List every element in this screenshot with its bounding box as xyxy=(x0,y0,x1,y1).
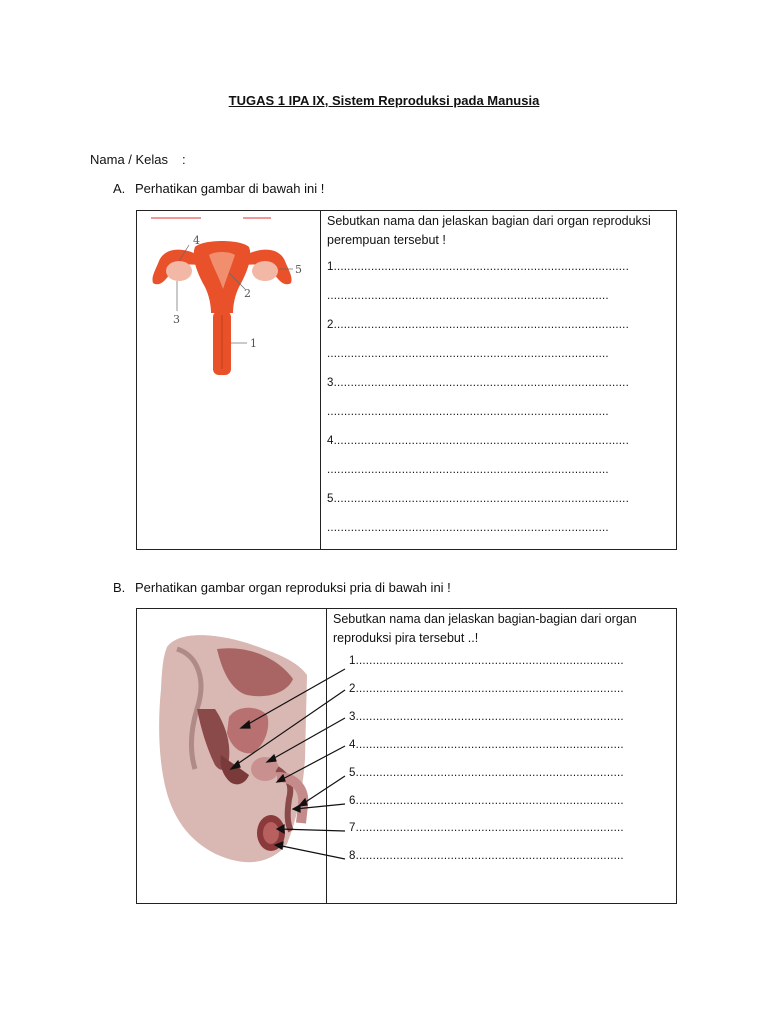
answer-a-line[interactable]: ................................................................................... xyxy=(327,348,609,360)
section-a-question: Sebutkan nama dan jelaskan bagian dari organ reproduksi perempuan tersebut ! xyxy=(327,214,651,247)
answer-a-line[interactable]: 4....................................................................................... xyxy=(327,435,629,447)
answer-a-line[interactable]: 1....................................................................................... xyxy=(327,261,629,273)
section-a-instruction xyxy=(113,181,324,196)
answer-b-line[interactable]: 3............................................................................... xyxy=(349,711,624,723)
answer-a-line[interactable]: ................................................................................... xyxy=(327,290,609,302)
section-b-instruction-text: Perhatikan gambar organ reproduksi pria di bawah ini ! xyxy=(135,580,451,595)
answer-a-line[interactable]: ................................................................................... xyxy=(327,406,609,418)
answer-a-line[interactable]: 2....................................................................................... xyxy=(327,319,629,331)
answer-b-line[interactable]: 1............................................................................... xyxy=(349,655,624,667)
answer-a-line[interactable]: ................................................................................... xyxy=(327,522,609,534)
section-a-letter: A. xyxy=(113,181,126,196)
section-a-table xyxy=(136,210,677,550)
section-b-question: Sebutkan nama dan jelaskan bagian-bagian dari organ reproduksi pira tersebut ..! xyxy=(333,612,637,645)
page-title: TUGAS 1 IPA IX, Sistem Reproduksi pada Manusia xyxy=(228,93,540,108)
nama-kelas-label: Nama / Kelas xyxy=(90,152,169,167)
answer-a-line[interactable]: 5....................................................................................... xyxy=(327,493,629,505)
section-a-divider xyxy=(320,211,321,549)
nama-kelas-field xyxy=(90,152,186,167)
answer-b-line[interactable]: 5............................................................................... xyxy=(349,767,624,779)
section-b-table xyxy=(136,608,677,904)
nama-kelas-colon: : xyxy=(182,152,186,167)
female-label-2: 2 xyxy=(244,287,251,300)
female-label-4: 4 xyxy=(193,234,200,247)
answer-b-line[interactable]: 8............................................................................... xyxy=(349,850,624,862)
answer-a-line[interactable]: 3....................................................................................... xyxy=(327,377,629,389)
answer-b-line[interactable]: 4............................................................................... xyxy=(349,739,624,751)
female-label-1: 1 xyxy=(250,337,257,350)
female-label-3: 3 xyxy=(173,313,180,326)
female-label-5: 5 xyxy=(295,263,302,276)
section-b-instruction xyxy=(113,580,451,595)
section-a-instruction-text: Perhatikan gambar di bawah ini ! xyxy=(135,181,325,196)
answer-b-line[interactable]: 7............................................................................... xyxy=(349,822,624,834)
answer-a-line[interactable]: ................................................................................... xyxy=(327,464,609,476)
section-b-letter: B. xyxy=(113,580,126,595)
answer-b-line[interactable]: 6............................................................................... xyxy=(349,795,624,807)
female-reproductive-diagram xyxy=(143,217,313,382)
answer-b-line[interactable]: 2............................................................................... xyxy=(349,683,624,695)
